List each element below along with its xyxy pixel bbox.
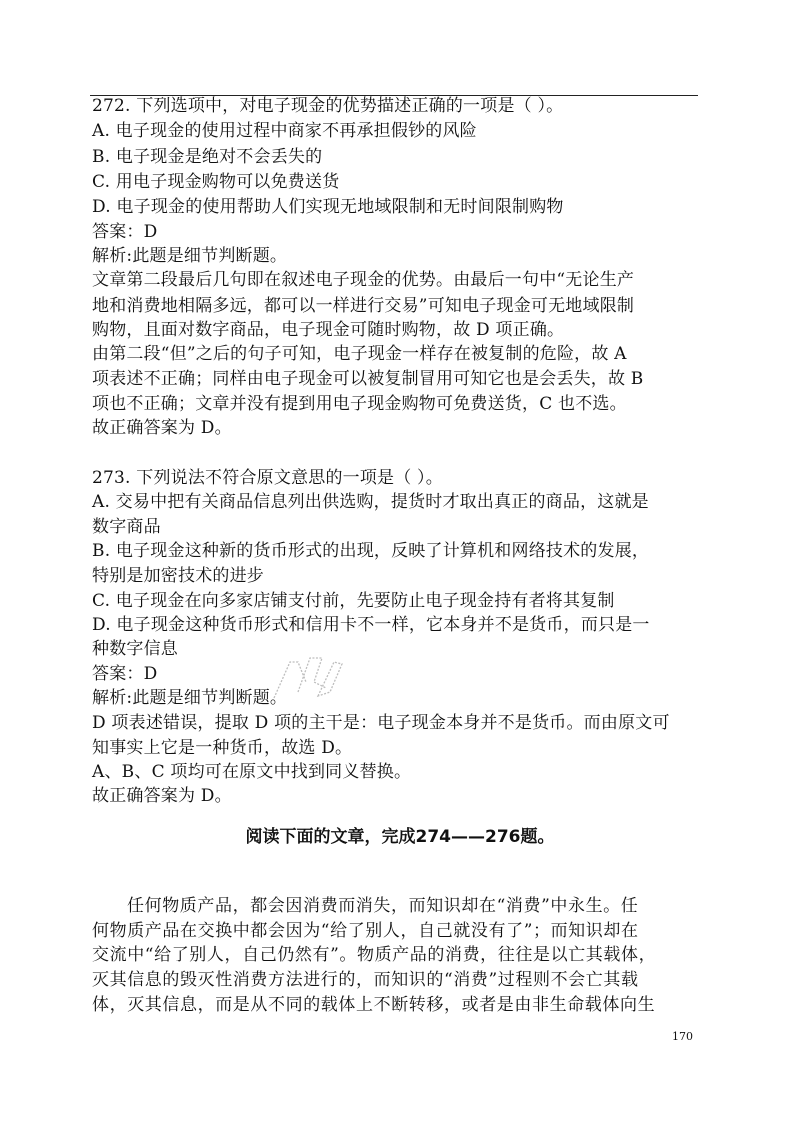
- passage-line: 灭其信息的毁灭性消费方法进行的，而知识的“消费”过程则不会亡其载: [92, 970, 639, 990]
- q273-option-b-cont: 特别是加密技术的进步: [92, 566, 264, 586]
- q273-answer: 答案：D: [92, 664, 158, 684]
- q273-option-c: C. 电子现金在向多家店铺支付前，先要防止电子现金持有者将其复制: [92, 591, 615, 611]
- q272-option-a: A. 电子现金的使用过程中商家不再承担假钞的风险: [92, 121, 477, 141]
- q272-analysis-line: 购物，且面对数字商品，电子现金可随时购物，故 D 项正确。: [92, 320, 565, 340]
- q273-option-d-cont: 种数字信息: [92, 639, 178, 659]
- question-273: 273. 下列说法不符合原文意思的一项是（ ）。: [92, 468, 443, 488]
- q273-analysis-title: 解析:此题是细节判断题。: [92, 688, 288, 708]
- section-heading: 阅读下面的文章，完成274——276题。: [245, 827, 555, 847]
- q272-analysis-title: 解析:此题是细节判断题。: [92, 246, 288, 266]
- q273-option-b: B. 电子现金这种新的货币形式的出现，反映了计算机和网络技术的发展，: [92, 541, 650, 561]
- q273-analysis-line: A、B、C 项均可在原文中找到同义替换。: [92, 762, 412, 782]
- q272-analysis-line: 文章第二段最后几句即在叙述电子现金的优势。由最后一句中“无论生产: [92, 270, 635, 290]
- q272-analysis-line: 项表述不正确；同样由电子现金可以被复制冒用可知它也是会丢失，故 B: [92, 369, 644, 389]
- q273-option-a: A. 交易中把有关商品信息列出供选购，提货时才取出真正的商品，这就是: [92, 492, 649, 512]
- passage-line: 交流中“给了别人，自己仍然有”。物质产品的消费，往往是以亡其载体，: [92, 945, 657, 965]
- q273-conclusion: 故正确答案为 D。: [92, 786, 232, 806]
- q272-option-b: B. 电子现金是绝对不会丢失的: [92, 147, 323, 167]
- page-number: 170: [672, 1030, 693, 1043]
- q272-analysis-line: 由第二段“但”之后的句子可知，电子现金一样存在被复制的危险，故 A: [92, 344, 627, 364]
- watermark-logo: [268, 648, 348, 708]
- q272-conclusion: 故正确答案为 D。: [92, 418, 232, 438]
- passage-line: 任何物质产品，都会因消费而消失，而知识却在“消费”中永生。任: [127, 896, 639, 916]
- q273-option-d: D. 电子现金这种货币形式和信用卡不一样，它本身并不是货币，而只是一: [92, 615, 650, 635]
- q272-analysis-line: 项也不正确；文章并没有提到用电子现金购物可免费送货，C 也不选。: [92, 394, 627, 414]
- q273-analysis-line: 知事实上它是一种货币，故选 D。: [92, 738, 353, 758]
- watermark-stroke: [274, 662, 306, 698]
- question-272: 272. 下列选项中，对电子现金的优势描述正确的一项是（ ）。: [92, 96, 564, 116]
- q272-analysis-line: 地和消费地相隔多远，都可以一样进行交易”可知电子现金可无地域限制: [92, 296, 635, 316]
- q272-option-d: D. 电子现金的使用帮助人们实现无地域限制和无时间限制购物: [92, 197, 564, 217]
- q272-answer: 答案：D: [92, 222, 158, 242]
- q273-option-a-cont: 数字商品: [92, 517, 161, 537]
- watermark-stroke: [318, 662, 342, 696]
- q273-analysis-line: D 项表述错误，提取 D 项的主干是：电子现金本身并不是货币。而由原文可: [92, 713, 670, 733]
- watermark-stroke: [298, 658, 326, 692]
- passage-line: 体，灭其信息，而是从不同的载体上不断转移，或者是由非生命载体向生: [92, 995, 656, 1015]
- q272-option-c: C. 用电子现金购物可以免费送货: [92, 172, 340, 192]
- passage-line: 何物质产品在交换中都会因为“给了别人，自己就没有了”；而知识却在: [92, 921, 639, 941]
